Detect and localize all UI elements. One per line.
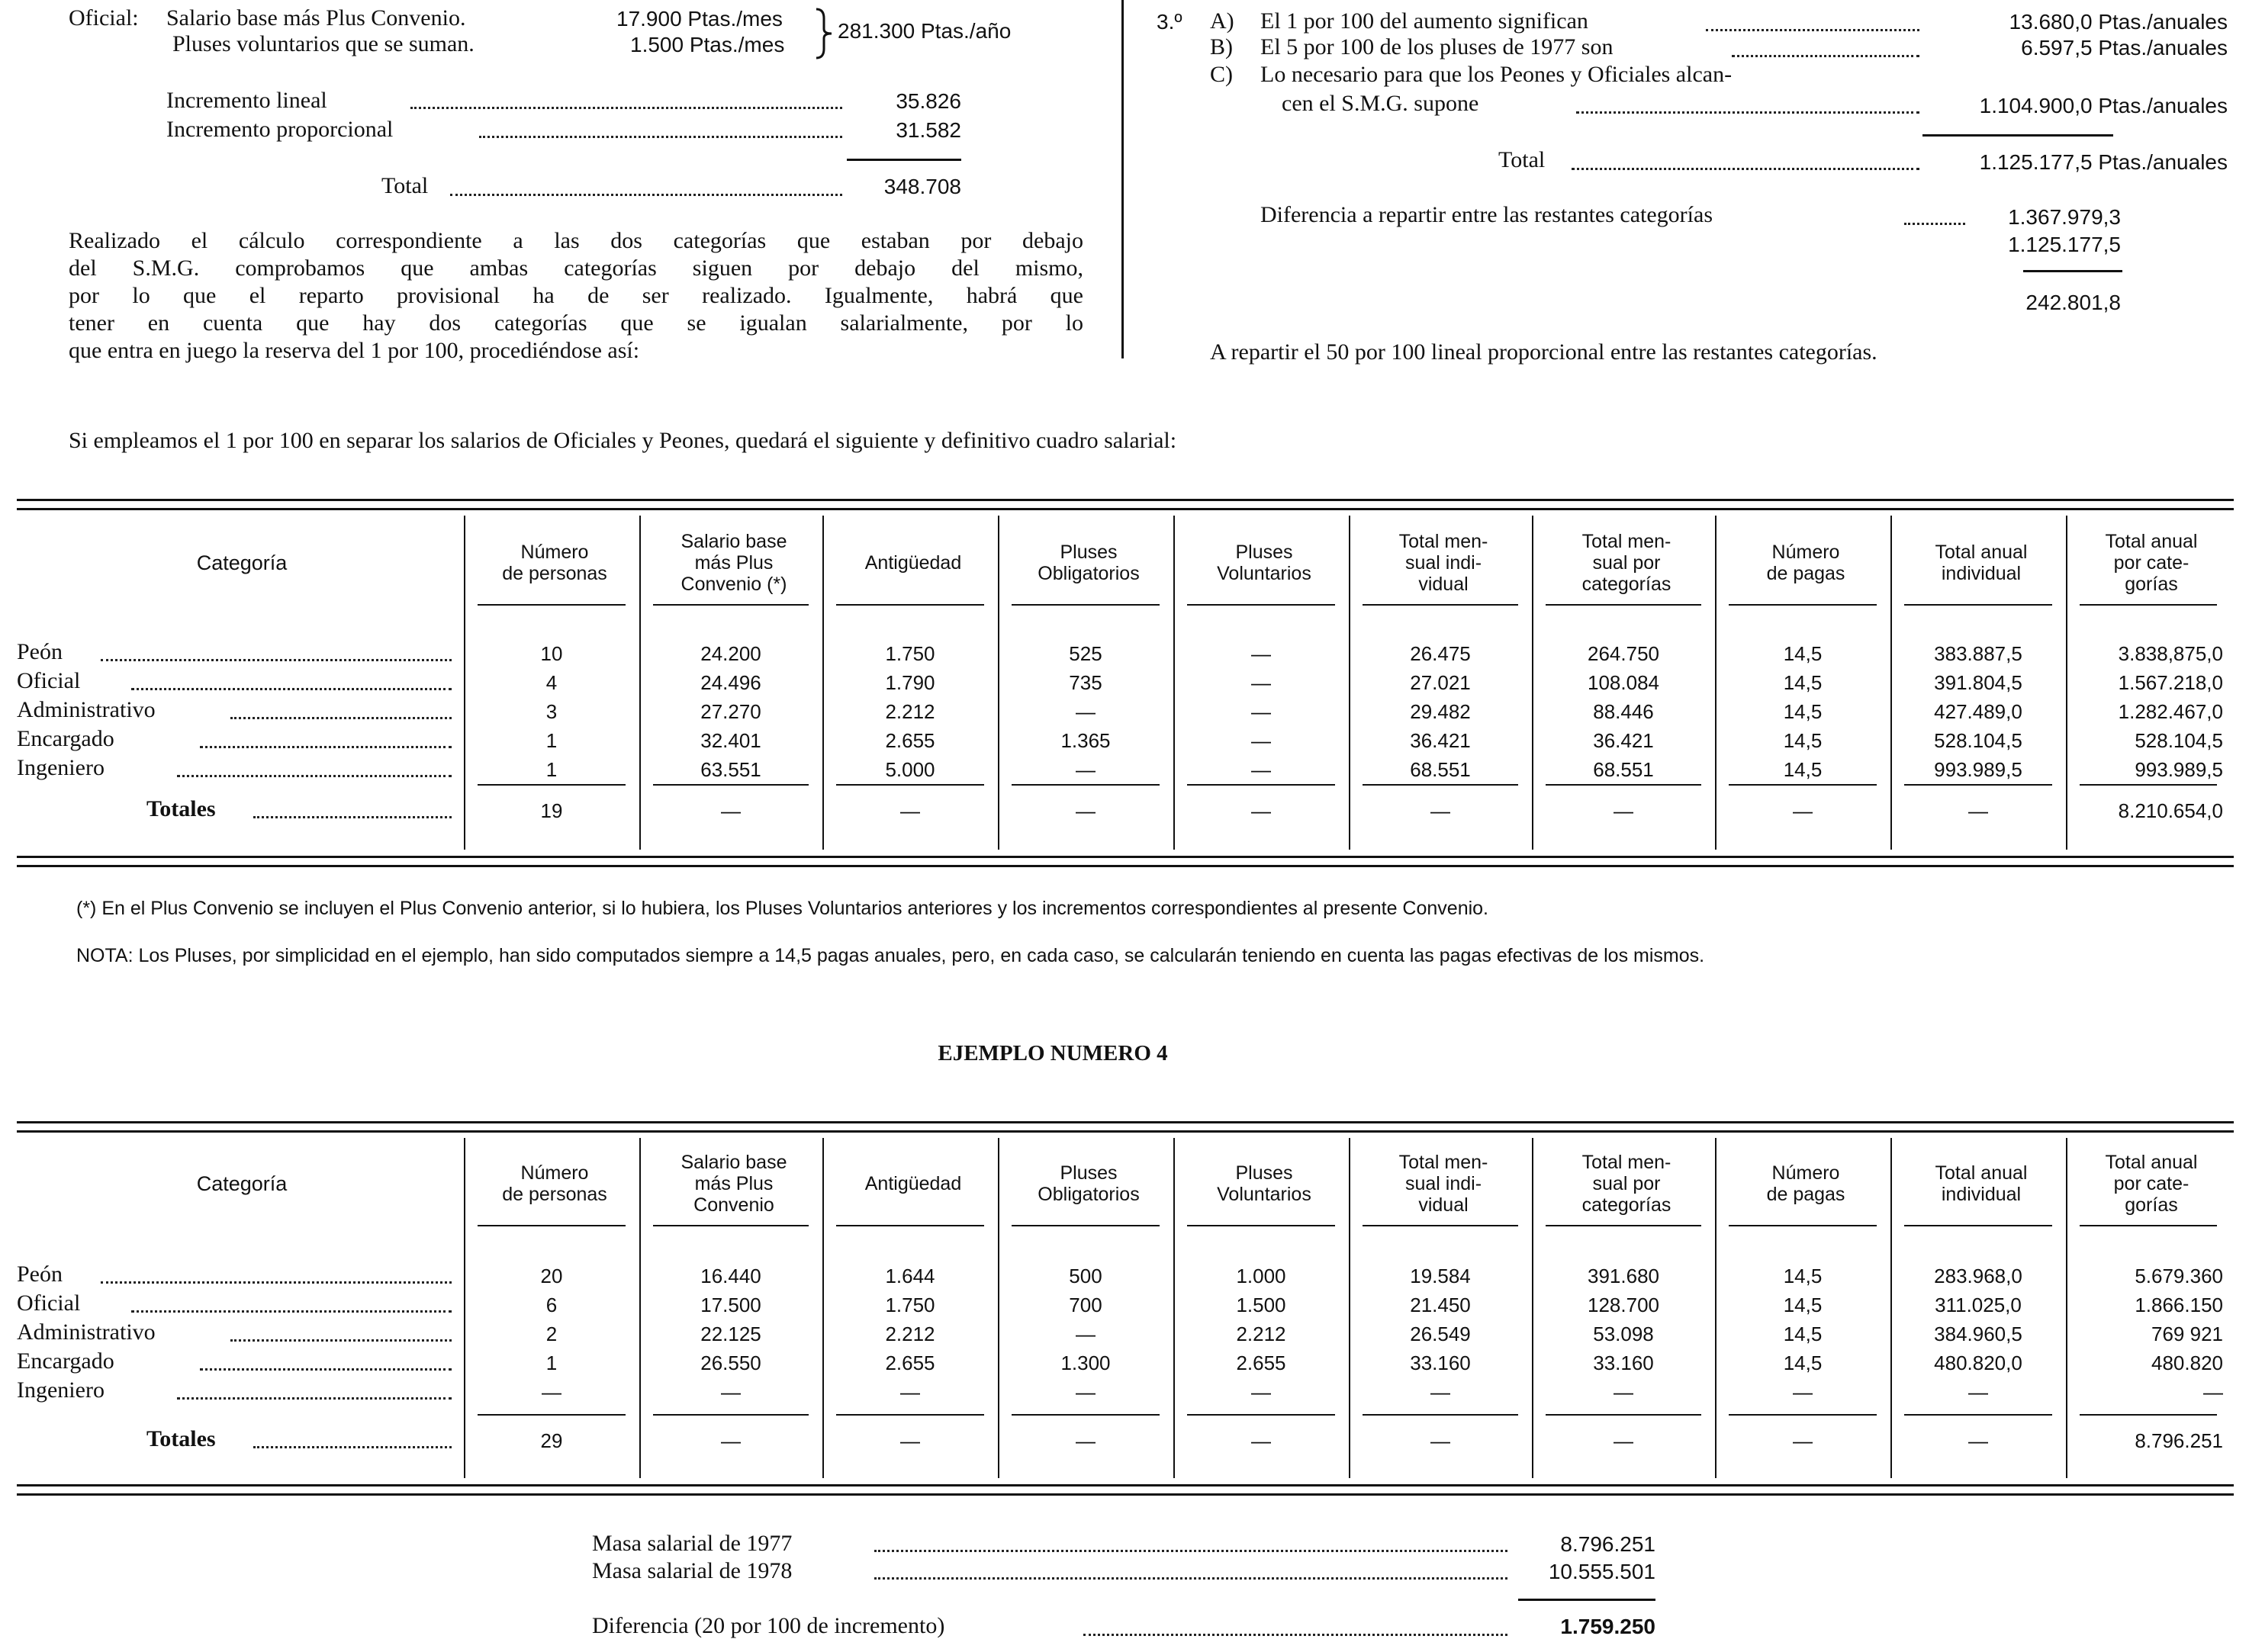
- leader-dots: [200, 746, 452, 748]
- header-underline: [1363, 604, 1518, 606]
- cell-total-mensual-individual: 21.450: [1410, 1294, 1471, 1316]
- paragraph-line: que entra en juego la reserva del 1 por 100, procediéndose así:: [69, 338, 640, 363]
- totals-rule: [1187, 1414, 1335, 1416]
- totals-total-mensual-categorias: —: [1614, 1429, 1633, 1452]
- cell-antiguedad: 2.655: [885, 729, 935, 752]
- item-a-value: 13.680,0 Ptas./anuales: [2009, 10, 2228, 34]
- cell-total-mensual-individual: 33.160: [1410, 1351, 1471, 1374]
- total-value: 1.125.177,5 Ptas./anuales: [1979, 150, 2228, 174]
- column-rule: [464, 516, 465, 850]
- leader-dots: [410, 107, 842, 109]
- cell-pluses-obligatorios: —: [1076, 1323, 1096, 1345]
- header-numero-pagas: Número de pagas: [1766, 1162, 1845, 1205]
- cell-numero-pagas: 14,5: [1783, 1323, 1823, 1345]
- cell-antiguedad: 2.212: [885, 1323, 935, 1345]
- header-pluses-obligatorios: Pluses Obligatorios: [1038, 1162, 1140, 1205]
- cell-pluses-voluntarios: 1.500: [1236, 1294, 1286, 1316]
- header-underline: [1187, 1225, 1335, 1226]
- cell-salario-base: 17.500: [700, 1294, 761, 1316]
- totals-rule: [478, 1414, 626, 1416]
- column-rule: [822, 516, 824, 850]
- header-numero-personas: Número de personas: [502, 1162, 607, 1205]
- header-underline: [478, 1225, 626, 1226]
- cell-total-mensual-categorias: 53.098: [1593, 1323, 1654, 1345]
- cell-pluses-obligatorios: 500: [1069, 1265, 1102, 1287]
- totals-rule: [1729, 1414, 1877, 1416]
- cell-numero-pagas: 14,5: [1783, 1294, 1823, 1316]
- salary-table-2: [17, 1121, 2234, 1495]
- leader-dots: [1706, 29, 1919, 31]
- salary-table-1: [17, 499, 2234, 865]
- cell-antiguedad: 1.790: [885, 671, 935, 694]
- cell-salario-base: 16.440: [700, 1265, 761, 1287]
- cell-pluses-obligatorios: —: [1076, 700, 1096, 723]
- cell-total-anual-categorias: 3.838,875,0: [2118, 642, 2223, 665]
- cell-numero-pagas: 14,5: [1783, 1265, 1823, 1287]
- cell-total-mensual-categorias: 108.084: [1588, 671, 1659, 694]
- diferencia-label: Diferencia (20 por 100 de incremento): [592, 1613, 945, 1638]
- cell-numero-pagas: 14,5: [1783, 758, 1823, 781]
- cell-total-anual-categorias: —: [2203, 1380, 2223, 1403]
- paragraph-line: del S.M.G. comprobamos que ambas categorías siguen por debajo del mismo,: [69, 256, 1083, 281]
- header-antiguedad: Antigüedad: [864, 552, 962, 574]
- cell-total-mensual-individual: 36.421: [1410, 729, 1471, 752]
- paragraph-line: Realizado el cálculo correspondiente a las dos categorías que estaban por debajo: [69, 228, 1083, 253]
- item-c-text-cont: cen el S.M.G. supone: [1282, 91, 1479, 116]
- row-category: Peón: [17, 1261, 63, 1287]
- item-c-label: C): [1210, 62, 1233, 87]
- header-total-mensual-categorias: Total men- sual por categorías: [1581, 1152, 1671, 1216]
- cell-salario-base: 26.550: [700, 1351, 761, 1374]
- cell-total-anual-individual: 383.887,5: [1934, 642, 2022, 665]
- cell-total-anual-categorias: 1.282.467,0: [2118, 700, 2223, 723]
- cell-total-anual-individual: 384.960,5: [1934, 1323, 2022, 1345]
- totals-rule: [478, 784, 626, 786]
- total-label: Total: [1498, 147, 1546, 172]
- leader-dots: [101, 659, 452, 661]
- cell-total-anual-individual: 311.025,0: [1935, 1294, 2022, 1316]
- column-rule: [1173, 516, 1175, 850]
- leader-dots: [253, 816, 452, 818]
- cell-pluses-voluntarios: —: [1251, 1380, 1271, 1403]
- cell-numero-pagas: 14,5: [1783, 671, 1823, 694]
- sum-rule: [2023, 270, 2122, 272]
- diferencia-text: Diferencia a repartir entre las restantes categorías: [1260, 202, 1713, 227]
- cell-total-mensual-individual: 26.549: [1410, 1323, 1471, 1345]
- row-category: Encargado: [17, 726, 114, 751]
- column-rule: [1349, 516, 1350, 850]
- totals-numero-personas: 19: [540, 799, 563, 822]
- bottom-double-rule: [17, 865, 2234, 867]
- item-c-value: 1.104.900,0 Ptas./anuales: [1979, 94, 2228, 117]
- column-divider: [1121, 0, 1124, 358]
- item-a-text: El 1 por 100 del aumento significan: [1260, 8, 1588, 34]
- brace-icon: [813, 8, 835, 59]
- cell-antiguedad: 2.212: [885, 700, 935, 723]
- cell-numero-pagas: 14,5: [1783, 642, 1823, 665]
- bottom-double-rule: [17, 856, 2234, 858]
- cell-total-anual-individual: 480.820,0: [1934, 1351, 2022, 1374]
- cell-antiguedad: 2.655: [885, 1351, 935, 1374]
- leader-dots: [200, 1368, 452, 1371]
- header-underline: [836, 604, 984, 606]
- totals-rule: [1012, 1414, 1160, 1416]
- totals-total-anual-categorias: 8.210.654,0: [2118, 799, 2223, 822]
- brace-total-value: 281.300 Ptas./año: [838, 19, 1012, 43]
- totals-antiguedad: —: [900, 1429, 920, 1452]
- cell-salario-base: 22.125: [700, 1323, 761, 1345]
- cell-numero-pagas: 14,5: [1783, 729, 1823, 752]
- cell-total-mensual-individual: 29.482: [1410, 700, 1471, 723]
- row-category: Encargado: [17, 1348, 114, 1374]
- cell-antiguedad: 1.644: [885, 1265, 935, 1287]
- header-numero-pagas: Número de pagas: [1766, 542, 1845, 584]
- totals-label: Totales: [146, 796, 216, 821]
- cell-numero-personas: 4: [545, 671, 558, 694]
- header-salario-base: Salario base más Plus Convenio (*): [680, 531, 787, 595]
- diferencia-value: 1.759.250: [1560, 1615, 1655, 1638]
- totals-total-mensual-individual: —: [1430, 1429, 1450, 1452]
- column-rule: [998, 516, 999, 850]
- header-underline: [1729, 1225, 1877, 1226]
- masa-1977-value: 8.796.251: [1560, 1532, 1655, 1556]
- cell-total-mensual-categorias: 33.160: [1593, 1351, 1654, 1374]
- leader-dots: [874, 1550, 1507, 1552]
- header-pluses-voluntarios: Pluses Voluntarios: [1217, 542, 1311, 584]
- header-underline: [2080, 604, 2217, 606]
- column-rule: [998, 1138, 999, 1478]
- row-category: Peón: [17, 639, 63, 664]
- cell-numero-pagas: —: [1793, 1380, 1813, 1403]
- cell-pluses-voluntarios: —: [1251, 758, 1271, 781]
- totals-pluses-obligatorios: —: [1076, 1429, 1096, 1452]
- cell-pluses-voluntarios: —: [1251, 642, 1271, 665]
- header-salario-base: Salario base más Plus Convenio: [680, 1152, 787, 1216]
- totals-pluses-voluntarios: —: [1251, 1429, 1271, 1452]
- totals-rule: [1363, 1414, 1518, 1416]
- totals-pluses-obligatorios: —: [1076, 799, 1096, 822]
- cell-salario-base: 24.200: [700, 642, 761, 665]
- cell-numero-personas: 1: [545, 758, 558, 781]
- cell-pluses-voluntarios: —: [1251, 671, 1271, 694]
- row-category: Oficial: [17, 1290, 81, 1316]
- cell-total-mensual-categorias: 36.421: [1593, 729, 1654, 752]
- leader-dots: [177, 1397, 452, 1400]
- totals-total-anual-categorias: 8.796.251: [2135, 1429, 2223, 1452]
- totals-total-mensual-categorias: —: [1614, 799, 1633, 822]
- totals-rule: [1012, 784, 1160, 786]
- column-rule: [464, 1138, 465, 1478]
- totals-label: Totales: [146, 1426, 216, 1451]
- totals-numero-personas: 29: [540, 1429, 563, 1452]
- leader-dots: [1576, 111, 1919, 114]
- leader-dots: [230, 1339, 452, 1342]
- row-category: Ingeniero: [17, 1377, 105, 1403]
- header-pluses-voluntarios: Pluses Voluntarios: [1217, 1162, 1311, 1205]
- cell-total-anual-individual: 391.804,5: [1934, 671, 2022, 694]
- masa-1977-label: Masa salarial de 1977: [592, 1531, 793, 1556]
- column-rule: [2066, 1138, 2067, 1478]
- cell-total-anual-individual: 528.104,5: [1934, 729, 2022, 752]
- header-underline: [1546, 604, 1701, 606]
- header-total-anual-individual: Total anual individual: [1935, 542, 2028, 584]
- leader-dots: [874, 1577, 1507, 1580]
- cell-total-mensual-individual: 68.551: [1410, 758, 1471, 781]
- leader-dots: [253, 1446, 452, 1448]
- header-total-anual-categorias: Total anual por cate- gorías: [2105, 531, 2198, 595]
- column-rule: [822, 1138, 824, 1478]
- header-categoria: Categoría: [196, 1172, 288, 1195]
- cell-total-mensual-individual: 26.475: [1410, 642, 1471, 665]
- cell-total-mensual-categorias: 128.700: [1588, 1294, 1659, 1316]
- cell-pluses-obligatorios: —: [1076, 1380, 1096, 1403]
- header-underline: [1363, 1225, 1518, 1226]
- row-category: Oficial: [17, 668, 81, 693]
- header-numero-personas: Número de personas: [502, 542, 607, 584]
- cell-numero-personas: 10: [540, 642, 563, 665]
- cell-pluses-obligatorios: 700: [1069, 1294, 1102, 1316]
- cell-total-mensual-individual: 19.584: [1410, 1265, 1471, 1287]
- item-number: 3.º: [1157, 10, 1182, 34]
- cell-salario-base: 27.270: [700, 700, 761, 723]
- incremento-proporcional-value: 31.582: [896, 118, 961, 142]
- column-rule: [1532, 516, 1533, 850]
- cell-pluses-obligatorios: —: [1076, 758, 1096, 781]
- incremento-proporcional-label: Incremento proporcional: [166, 117, 394, 142]
- header-categoria: Categoría: [196, 551, 288, 574]
- incremento-lineal-label: Incremento lineal: [166, 88, 327, 113]
- totals-antiguedad: —: [900, 799, 920, 822]
- cell-pluses-voluntarios: 1.000: [1236, 1265, 1286, 1287]
- header-pluses-obligatorios: Pluses Obligatorios: [1038, 542, 1140, 584]
- totals-salario-base: —: [721, 799, 741, 822]
- cell-numero-personas: 3: [545, 700, 558, 723]
- totals-numero-pagas: —: [1793, 1429, 1813, 1452]
- cell-total-anual-individual: —: [1968, 1380, 1988, 1403]
- column-rule: [1532, 1138, 1533, 1478]
- leader-dots: [131, 1310, 452, 1313]
- cell-numero-pagas: 14,5: [1783, 1351, 1823, 1374]
- cell-pluses-voluntarios: —: [1251, 700, 1271, 723]
- column-rule: [1890, 1138, 1892, 1478]
- cell-total-anual-categorias: 769 921: [2151, 1323, 2223, 1345]
- incremento-lineal-value: 35.826: [896, 89, 961, 113]
- totals-rule: [1904, 784, 2052, 786]
- intro-text: Si empleamos el 1 por 100 en separar los salarios de Oficiales y Peones, quedará el siguiente y definitivo cuadro salarial:: [69, 428, 1177, 453]
- totals-rule: [1363, 784, 1518, 786]
- column-rule: [1173, 1138, 1175, 1478]
- header-underline: [1904, 604, 2052, 606]
- total-label: Total: [381, 173, 429, 198]
- totals-numero-pagas: —: [1793, 799, 1813, 822]
- totals-rule: [836, 784, 984, 786]
- totals-rule: [653, 1414, 809, 1416]
- cell-salario-base: 63.551: [700, 758, 761, 781]
- masa-1978-value: 10.555.501: [1548, 1560, 1655, 1583]
- top-double-rule: [17, 1121, 2234, 1123]
- leader-dots: [1572, 168, 1919, 170]
- leader-dots: [177, 775, 452, 777]
- oficial-label: Oficial:: [69, 5, 139, 31]
- totals-rule: [1729, 784, 1877, 786]
- top-double-rule: [17, 499, 2234, 501]
- column-rule: [639, 516, 641, 850]
- header-underline: [1187, 604, 1335, 606]
- cell-pluses-obligatorios: 735: [1069, 671, 1102, 694]
- totals-rule: [1187, 784, 1335, 786]
- diferencia-result: 242.801,8: [2025, 291, 2121, 314]
- column-rule: [1349, 1138, 1350, 1478]
- top-double-rule: [17, 1130, 2234, 1133]
- row-category: Ingeniero: [17, 755, 105, 780]
- leader-dots: [101, 1281, 452, 1284]
- total-value: 348.708: [883, 175, 961, 198]
- row-category: Administrativo: [17, 1319, 156, 1345]
- cell-pluses-obligatorios: 525: [1069, 642, 1102, 665]
- cell-total-anual-categorias: 1.567.218,0: [2118, 671, 2223, 694]
- pluses-voluntarios-line: Pluses voluntarios que se suman.: [172, 31, 475, 56]
- cell-total-anual-categorias: 993.989,5: [2135, 758, 2223, 781]
- cell-total-mensual-categorias: 88.446: [1593, 700, 1654, 723]
- column-rule: [1715, 1138, 1717, 1478]
- footnote: (*) En el Plus Convenio se incluyen el Plus Convenio anterior, si lo hubiera, los Pluses Voluntarios anteriores y los incrementos correspondientes al presente Convenio.: [76, 898, 1489, 919]
- cell-total-anual-categorias: 5.679.360: [2135, 1265, 2223, 1287]
- row-category: Administrativo: [17, 697, 156, 722]
- cell-numero-personas: —: [542, 1380, 561, 1403]
- header-underline: [653, 1225, 809, 1226]
- header-underline: [1546, 1225, 1701, 1226]
- leader-dots: [1904, 223, 1965, 225]
- sum-rule: [847, 159, 961, 161]
- totals-rule: [1546, 784, 1701, 786]
- bottom-double-rule: [17, 1493, 2234, 1496]
- sum-rule: [1922, 134, 2113, 137]
- header-underline: [653, 604, 809, 606]
- header-total-mensual-individual: Total men- sual indi- vidual: [1398, 531, 1488, 595]
- column-rule: [1715, 516, 1717, 850]
- paragraph-line: tener en cuenta que hay dos categorías que se igualan salarialmente, por lo: [69, 310, 1083, 336]
- masa-1978-label: Masa salarial de 1978: [592, 1558, 793, 1583]
- header-total-mensual-categorias: Total men- sual por categorías: [1581, 531, 1671, 595]
- header-total-mensual-individual: Total men- sual indi- vidual: [1398, 1152, 1488, 1216]
- pluses-voluntarios-value: 1.500 Ptas./mes: [630, 33, 785, 56]
- item-b-text: El 5 por 100 de los pluses de 1977 son: [1260, 34, 1614, 59]
- leader-dots: [131, 688, 452, 690]
- header-underline: [1904, 1225, 2052, 1226]
- cell-total-anual-individual: 993.989,5: [1934, 758, 2022, 781]
- leader-dots: [450, 194, 842, 196]
- cell-total-mensual-individual: 27.021: [1410, 671, 1471, 694]
- cell-pluses-obligatorios: 1.365: [1060, 729, 1111, 752]
- item-a-label: A): [1210, 8, 1234, 34]
- cell-antiguedad: 1.750: [885, 642, 935, 665]
- cell-pluses-obligatorios: 1.300: [1060, 1351, 1111, 1374]
- totals-rule: [1546, 1414, 1701, 1416]
- totals-pluses-voluntarios: —: [1251, 799, 1271, 822]
- header-antiguedad: Antigüedad: [864, 1173, 962, 1194]
- bottom-double-rule: [17, 1484, 2234, 1486]
- ejemplo-title: EJEMPLO NUMERO 4: [938, 1041, 1168, 1065]
- header-underline: [836, 1225, 984, 1226]
- cell-total-anual-individual: 427.489,0: [1934, 700, 2022, 723]
- totals-total-anual-individual: —: [1968, 1429, 1988, 1452]
- cell-total-mensual-categorias: 391.680: [1588, 1265, 1659, 1287]
- column-rule: [639, 1138, 641, 1478]
- totals-rule: [836, 1414, 984, 1416]
- leader-dots: [1083, 1634, 1507, 1636]
- salario-base-line: Salario base más Plus Convenio.: [166, 5, 466, 31]
- header-total-anual-individual: Total anual individual: [1935, 1162, 2028, 1205]
- cell-total-anual-categorias: 528.104,5: [2135, 729, 2223, 752]
- cell-total-anual-categorias: 1.866.150: [2135, 1294, 2223, 1316]
- cell-numero-personas: 1: [545, 1351, 558, 1374]
- diferencia-value-2: 1.125.177,5: [2008, 233, 2121, 256]
- repartir-text: A repartir el 50 por 100 lineal proporcional entre las restantes categorías.: [1210, 339, 1877, 365]
- cell-numero-pagas: 14,5: [1783, 700, 1823, 723]
- cell-total-mensual-categorias: 264.750: [1588, 642, 1659, 665]
- header-underline: [1012, 1225, 1160, 1226]
- cell-total-mensual-individual: —: [1430, 1380, 1450, 1403]
- header-total-anual-categorias: Total anual por cate- gorías: [2105, 1152, 2198, 1216]
- leader-dots: [1732, 55, 1919, 57]
- cell-numero-personas: 1: [545, 729, 558, 752]
- cell-pluses-voluntarios: —: [1251, 729, 1271, 752]
- cell-antiguedad: 1.750: [885, 1294, 935, 1316]
- cell-total-mensual-categorias: 68.551: [1593, 758, 1654, 781]
- totals-rule: [2080, 1414, 2217, 1416]
- leader-dots: [230, 717, 452, 719]
- item-b-value: 6.597,5 Ptas./anuales: [2021, 36, 2228, 59]
- cell-salario-base: 24.496: [700, 671, 761, 694]
- totals-salario-base: —: [721, 1429, 741, 1452]
- nota: NOTA: Los Pluses, por simplicidad en el ejemplo, han sido computados siempre a 14,5 pagas anuales, pero, en cada caso, se calcularán teniendo en cuenta las pagas efectivas de los mismos.: [76, 945, 1705, 966]
- cell-salario-base: 32.401: [700, 729, 761, 752]
- cell-numero-personas: 2: [545, 1323, 558, 1345]
- totals-total-mensual-individual: —: [1430, 799, 1450, 822]
- header-underline: [1012, 604, 1160, 606]
- leader-dots: [479, 136, 842, 138]
- item-c-text: Lo necesario para que los Peones y Oficiales alcan-: [1260, 62, 1733, 87]
- header-underline: [1729, 604, 1877, 606]
- cell-antiguedad: 5.000: [885, 758, 935, 781]
- cell-total-mensual-categorias: —: [1614, 1380, 1633, 1403]
- header-underline: [2080, 1225, 2217, 1226]
- diferencia-value-1: 1.367.979,3: [2008, 205, 2121, 229]
- cell-pluses-voluntarios: 2.212: [1236, 1323, 1286, 1345]
- header-underline: [478, 604, 626, 606]
- totals-rule: [2080, 784, 2217, 786]
- cell-numero-personas: 6: [545, 1294, 558, 1316]
- totals-total-anual-individual: —: [1968, 799, 1988, 822]
- column-rule: [2066, 516, 2067, 850]
- cell-pluses-voluntarios: 2.655: [1236, 1351, 1286, 1374]
- top-double-rule: [17, 508, 2234, 510]
- totals-rule: [653, 784, 809, 786]
- totals-rule: [1904, 1414, 2052, 1416]
- sum-rule: [1518, 1599, 1655, 1601]
- salario-base-value: 17.900 Ptas./mes: [616, 7, 783, 31]
- cell-total-anual-categorias: 480.820: [2151, 1351, 2223, 1374]
- cell-numero-personas: 20: [540, 1265, 563, 1287]
- cell-total-anual-individual: 283.968,0: [1934, 1265, 2022, 1287]
- column-rule: [1890, 516, 1892, 850]
- paragraph-line: por lo que el reparto provisional ha de ser realizado. Igualmente, habrá que: [69, 283, 1083, 308]
- cell-salario-base: —: [721, 1380, 741, 1403]
- item-b-label: B): [1210, 34, 1233, 59]
- cell-antiguedad: —: [900, 1380, 920, 1403]
